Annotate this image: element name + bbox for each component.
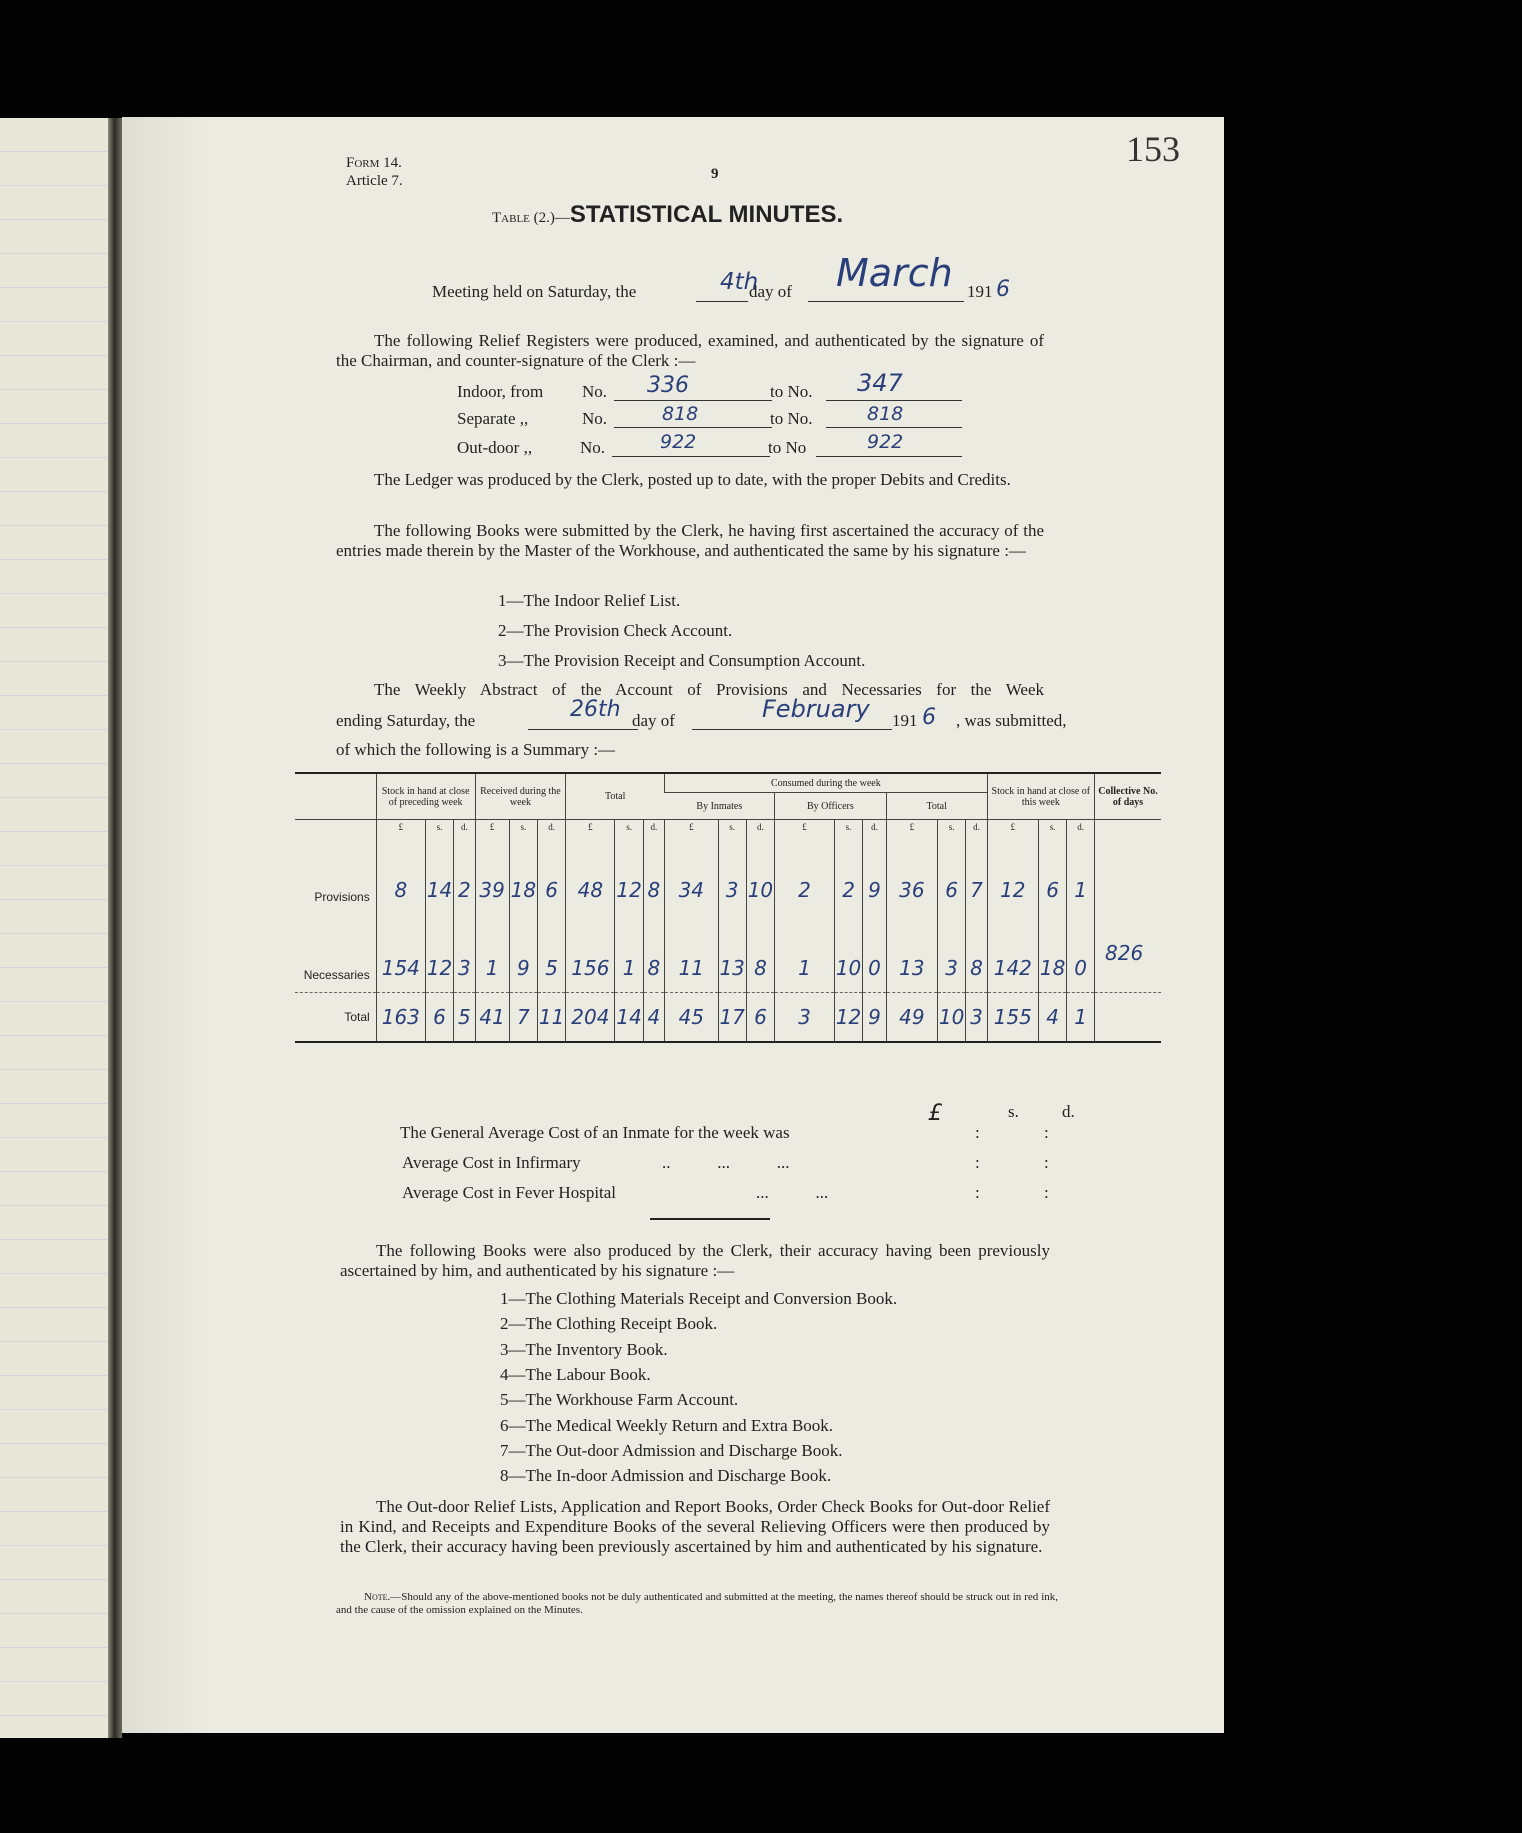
header-by-officers: By Officers — [775, 793, 887, 820]
table-cell: 12 — [987, 834, 1038, 914]
note — [336, 1591, 1058, 1617]
table-cell: 7 — [966, 834, 987, 914]
also-book-item: 8—The In-door Admission and Discharge Book. — [500, 1466, 832, 1486]
page-title — [492, 201, 843, 229]
table-cell: 8 — [746, 914, 774, 992]
table-cell: 13 — [718, 914, 746, 992]
note-text: Should any of the above-mentioned books not be duly authenticated and submitted at the meeting, the names thereof should be struck out in red ink, and the cause of the omission explained on the Minutes. — [336, 1591, 1058, 1616]
collective-days-cell — [1095, 834, 1161, 914]
meeting-year-prefix: 191 — [967, 282, 993, 301]
header-collective: Collective No. of days — [1095, 773, 1161, 820]
unit-cell: £ — [775, 820, 835, 835]
table-cell: 1 — [475, 914, 509, 992]
unit-cell: £ — [376, 820, 425, 835]
ledger-text: The Ledger was produced by the Clerk, posted up to date, with the proper Debits and Credits. — [374, 470, 1011, 489]
abstract-year-prefix: 191 — [892, 711, 918, 730]
unit-cell: d. — [746, 820, 774, 835]
abstract-month: February — [762, 695, 870, 723]
table-cell: 7 — [509, 992, 537, 1042]
book-item: 1—The Indoor Relief List. — [498, 591, 681, 610]
abstract-ending: ending Saturday, the — [336, 711, 476, 730]
article-label: Article 7. — [346, 173, 403, 189]
unit-cell: s. — [509, 820, 537, 835]
unit-cell: d. — [643, 820, 664, 835]
table-row — [295, 914, 1161, 992]
table-cell: 48 — [566, 834, 615, 914]
meeting-month: March — [836, 251, 953, 295]
register-to-label: to No — [768, 438, 807, 457]
register-from: 818 — [662, 403, 699, 425]
table-cell: 2 — [454, 834, 475, 914]
table-cell: 163 — [376, 992, 425, 1042]
average-label: Average Cost in Fever Hospital — [402, 1183, 617, 1202]
table-cell: 3 — [718, 834, 746, 914]
outdoor-relief-text: The Out-door Relief Lists, Application and Report Books, Order Check Books for Out-door Relief in Kind, and Receipts and Expenditure Books of the several Relieving Officers were then produced by the Clerk, their accuracy having been previously ascertained by him and authenticated by his signature. — [340, 1497, 1050, 1556]
facing-page — [0, 118, 112, 1738]
unit-cell: £ — [475, 820, 509, 835]
unit-cell: s. — [615, 820, 643, 835]
register-no-label: No. — [580, 438, 606, 457]
summary-table — [295, 772, 1161, 1043]
abstract-year-digit: 6 — [922, 705, 936, 730]
unit-cell-blank — [1095, 820, 1161, 835]
abstract-submitted: , was submitted, — [956, 711, 1067, 730]
table-cell: 11 — [665, 914, 718, 992]
table-cell: 10 — [834, 914, 862, 992]
also-book-item: 2—The Clothing Receipt Book. — [500, 1314, 718, 1334]
table-cell: 204 — [566, 992, 615, 1042]
table-cell: 3 — [775, 992, 835, 1042]
table-cell: 1 — [1067, 992, 1095, 1042]
meeting-prefix: Meeting held on Saturday, the — [432, 282, 637, 301]
page-number: 153 — [1126, 129, 1180, 169]
unit-cell: d. — [538, 820, 566, 835]
collective-days-cell: 826 — [1095, 914, 1161, 992]
unit-cell: d. — [863, 820, 887, 835]
table-cell: 17 — [718, 992, 746, 1042]
book-item: 3—The Provision Receipt and Consumption Account. — [498, 651, 866, 670]
table-cell: 49 — [886, 992, 937, 1042]
table-cell: 156 — [566, 914, 615, 992]
table-cell: 36 — [886, 834, 937, 914]
register-label: Separate ,, — [457, 409, 529, 428]
register-to: 922 — [867, 431, 904, 453]
table-cell: 154 — [376, 914, 425, 992]
table-cell: 5 — [538, 914, 566, 992]
also-book-item: 1—The Clothing Materials Receipt and Conversion Book. — [500, 1289, 898, 1308]
table-row — [295, 834, 1161, 914]
meeting-year-digit: 6 — [996, 277, 1010, 302]
table-cell: 2 — [834, 834, 862, 914]
table-cell: 10 — [938, 992, 966, 1042]
book-gutter — [108, 118, 122, 1738]
meeting-day: 4th — [720, 269, 759, 295]
table-cell: 8 — [966, 914, 987, 992]
table-cell: 3 — [938, 914, 966, 992]
table-cell: 5 — [454, 992, 475, 1042]
also-book-item: 5—The Workhouse Farm Account. — [500, 1390, 739, 1410]
table-cell: 12 — [615, 834, 643, 914]
table-cell: 2 — [775, 834, 835, 914]
books-intro: The following Books were submitted by the Clerk, he having first ascertained the accuracy of the entries made therein by the Master of the Workhouse, and authenticated the same by his signature :— — [336, 521, 1044, 560]
unit-cell: s. — [1038, 820, 1066, 835]
table-cell: 6 — [938, 834, 966, 914]
table-cell: 12 — [425, 914, 453, 992]
unit-cell: d. — [966, 820, 987, 835]
table-cell: 14 — [615, 992, 643, 1042]
register-from: 922 — [660, 431, 697, 453]
unit-row — [295, 820, 1161, 835]
note-label: Note.— — [364, 1591, 402, 1603]
print-page-number: 9 — [711, 166, 719, 182]
unit-cell: s. — [938, 820, 966, 835]
register-no-label: No. — [582, 382, 608, 401]
register-from: 336 — [647, 373, 689, 398]
also-books-intro: The following Books were also produced by the Clerk, their accuracy having been previously ascertained by him, and authenticated by his signature :— — [340, 1241, 1050, 1280]
table-cell: 142 — [987, 914, 1038, 992]
table-cell: 8 — [643, 914, 664, 992]
abstract-day-of: day of — [632, 711, 675, 730]
table-cell: 18 — [1038, 914, 1066, 992]
table-cell: 14 — [425, 834, 453, 914]
table-cell: 8 — [643, 834, 664, 914]
header-stock-prev: Stock in hand at close of preceding week — [376, 773, 475, 820]
header-total: Total — [566, 773, 665, 820]
table-cell: 45 — [665, 992, 718, 1042]
avg-unit-pounds: £ — [928, 1101, 942, 1126]
header-consumed-total: Total — [886, 793, 987, 820]
table-cell: 3 — [966, 992, 987, 1042]
table-cell: 11 — [538, 992, 566, 1042]
registers-intro: The following Relief Registers were produced, examined, and authenticated by the signature of the Chairman, and counter-signature of the Clerk :— — [336, 331, 1044, 370]
abstract-line1: The Weekly Abstract of the Account of Provisions and Necessaries for the Week — [374, 680, 1044, 699]
register-to-label: to No. — [770, 382, 813, 401]
also-book-item: 6—The Medical Weekly Return and Extra Book. — [500, 1415, 834, 1435]
register-to-label: to No. — [770, 409, 813, 428]
table-cell: 0 — [1067, 914, 1095, 992]
unit-cell: s. — [425, 820, 453, 835]
register-to: 347 — [857, 369, 903, 397]
average-dots: .. ... ... — [662, 1153, 790, 1172]
table-cell: 8 — [376, 834, 425, 914]
title-prefix: Table (2.)— — [492, 210, 570, 226]
table-cell: 18 — [509, 834, 537, 914]
table-cell: 155 — [987, 992, 1038, 1042]
table-cell: 3 — [454, 914, 475, 992]
unit-cell: d. — [454, 820, 475, 835]
table-cell: 9 — [863, 992, 887, 1042]
table-cell: 1 — [1067, 834, 1095, 914]
also-book-item: 3—The Inventory Book. — [500, 1339, 668, 1359]
table-cell: 4 — [1038, 992, 1066, 1042]
abstract-line3: of which the following is a Summary :— — [336, 740, 616, 759]
table-cell: 1 — [775, 914, 835, 992]
unit-cell: £ — [886, 820, 937, 835]
unit-cell: s. — [834, 820, 862, 835]
table-row — [295, 992, 1161, 1042]
table-cell: 6 — [425, 992, 453, 1042]
table-cell: 1 — [615, 914, 643, 992]
table-cell: 34 — [665, 834, 718, 914]
header-received: Received during the week — [475, 773, 566, 820]
average-label: The General Average Cost of an Inmate for the week was — [400, 1123, 790, 1142]
table-cell: 39 — [475, 834, 509, 914]
also-book-item: 7—The Out-door Admission and Discharge Book. — [500, 1440, 843, 1460]
also-book-item: 4—The Labour Book. — [500, 1364, 651, 1384]
unit-cell: £ — [665, 820, 718, 835]
title-main: STATISTICAL MINUTES. — [569, 201, 844, 228]
table-cell: 13 — [886, 914, 937, 992]
unit-cell: £ — [987, 820, 1038, 835]
table-cell: 4 — [643, 992, 664, 1042]
unit-cell-blank — [295, 820, 376, 835]
register-no-label: No. — [582, 409, 608, 428]
table-cell: 12 — [834, 992, 862, 1042]
abstract-day: 26th — [570, 697, 621, 722]
unit-cell: s. — [718, 820, 746, 835]
table-cell: 6 — [1038, 834, 1066, 914]
collective-days-cell — [1095, 992, 1161, 1042]
divider — [650, 1218, 770, 1220]
meeting-day-of: day of — [749, 282, 792, 301]
row-label: Provisions — [314, 890, 370, 904]
header-by-inmates: By Inmates — [665, 793, 775, 820]
table-cell: 0 — [863, 914, 887, 992]
form-label: Form 14. — [346, 155, 402, 171]
document-page: 153 Form 14. Article 7. 9 Table (2.)—STATISTICAL MINUTES. Meeting held on Saturday, the 4th day of March 191 6 The following Relief Registers were produced, examined, and authenticated by the signature of the Chairman, and counter-signature of the Clerk :— Indoor, from No. 336 to No. 347 Separate ,, No. 818 to No. 818 Out-door ,, No. 922 to No 922 The Ledger was produced by the Clerk, posted up to date, with the proper Debits and Credits. The following Books were submitted by the Clerk, he having first ascertained the accuracy of the entries made therein by the Master of the Workhouse, and authenticated the same by his signature :— 1—The Indoor Relief List. 2—The Provision Check Account. 3—The Provision Receipt and Consumption Account. The Weekly Abstract of the Account of Provisions and Necessaries for the Week ending Saturday, the 26th day of February 191 6 , was submitted, of which the following is a Summary :— Stock in hand at close of preceding week Received during the week Total Consumed during the week Stock in hand at close of this week Collective No. of days By Inmates By Officers Total £ s. d. £ s. d. £ s. d. £ s. d. £ s. d. £ s. d. £ s. d. Provisions 8 14 2 39 18 6 48 12 8 34 3 10 2 2 9 36 6 7 12 6 1 Necessaries 154 12 3 1 9 5 156 1 8 11 13 8 1 10 0 13 3 8 142 18 0 826 Total 163 6 5 41 7 11 204 14 4 45 17 6 3 12 9 49 10 3 155 4 1 £ s. d. The General Average Cost of an Inmate for the week was : : Average Cost in Infirmary .. ... ... : : Average Cost in Fever Hospital ... ... : : The following Books were also produced by the Clerk, their accuracy having been previously ascertained by him, and authenticated by his signature :— 1—The Clothing Materials Receipt and Conversion Book. 2—The Clothing Receipt Book. 3—The Inventory Book. 4—The Labour Book. 5—The Workhouse Farm Account. 6—The Medical Weekly Return and Extra Book. 7—The Out-door Admission and Discharge Book. 8—The In-door Admission and Discharge Book. The Out-door Relief Lists, Application and Report Books, Order Check Books for Out-door Relief in Kind, and Receipts and Expenditure Books of the several Relieving Officers were then produced by the Clerk, their accuracy having been previously ascertained by him and authenticated by his signature. Note.—Should any of the above-mentioned books not be duly authenticated and submitted at the meeting, the names thereof should be struck out in red ink, and the cause of the omission explained on the Minutes. — [122, 117, 1224, 1733]
register-label: Out-door ,, — [457, 438, 533, 457]
average-dots: ... ... — [756, 1183, 829, 1202]
header-stock-this: Stock in hand at close of this week — [987, 773, 1094, 820]
header-consumed: Consumed during the week — [665, 773, 988, 793]
register-label: Indoor, from — [457, 382, 544, 401]
row-label-header — [295, 773, 376, 820]
table-cell: 9 — [509, 914, 537, 992]
unit-cell: £ — [566, 820, 615, 835]
table-cell: 6 — [746, 992, 774, 1042]
row-label: Necessaries — [303, 967, 370, 982]
row-label: Total — [344, 1009, 370, 1024]
table-cell: 41 — [475, 992, 509, 1042]
avg-unit-pence: d. — [1062, 1102, 1075, 1121]
table-cell: 6 — [538, 834, 566, 914]
register-to: 818 — [867, 403, 904, 425]
avg-unit-shillings: s. — [1008, 1102, 1019, 1121]
table-cell: 10 — [746, 834, 774, 914]
average-label: Average Cost in Infirmary — [402, 1153, 581, 1172]
table-cell: 9 — [863, 834, 887, 914]
unit-cell: d. — [1067, 820, 1095, 835]
book-item: 2—The Provision Check Account. — [498, 621, 733, 640]
